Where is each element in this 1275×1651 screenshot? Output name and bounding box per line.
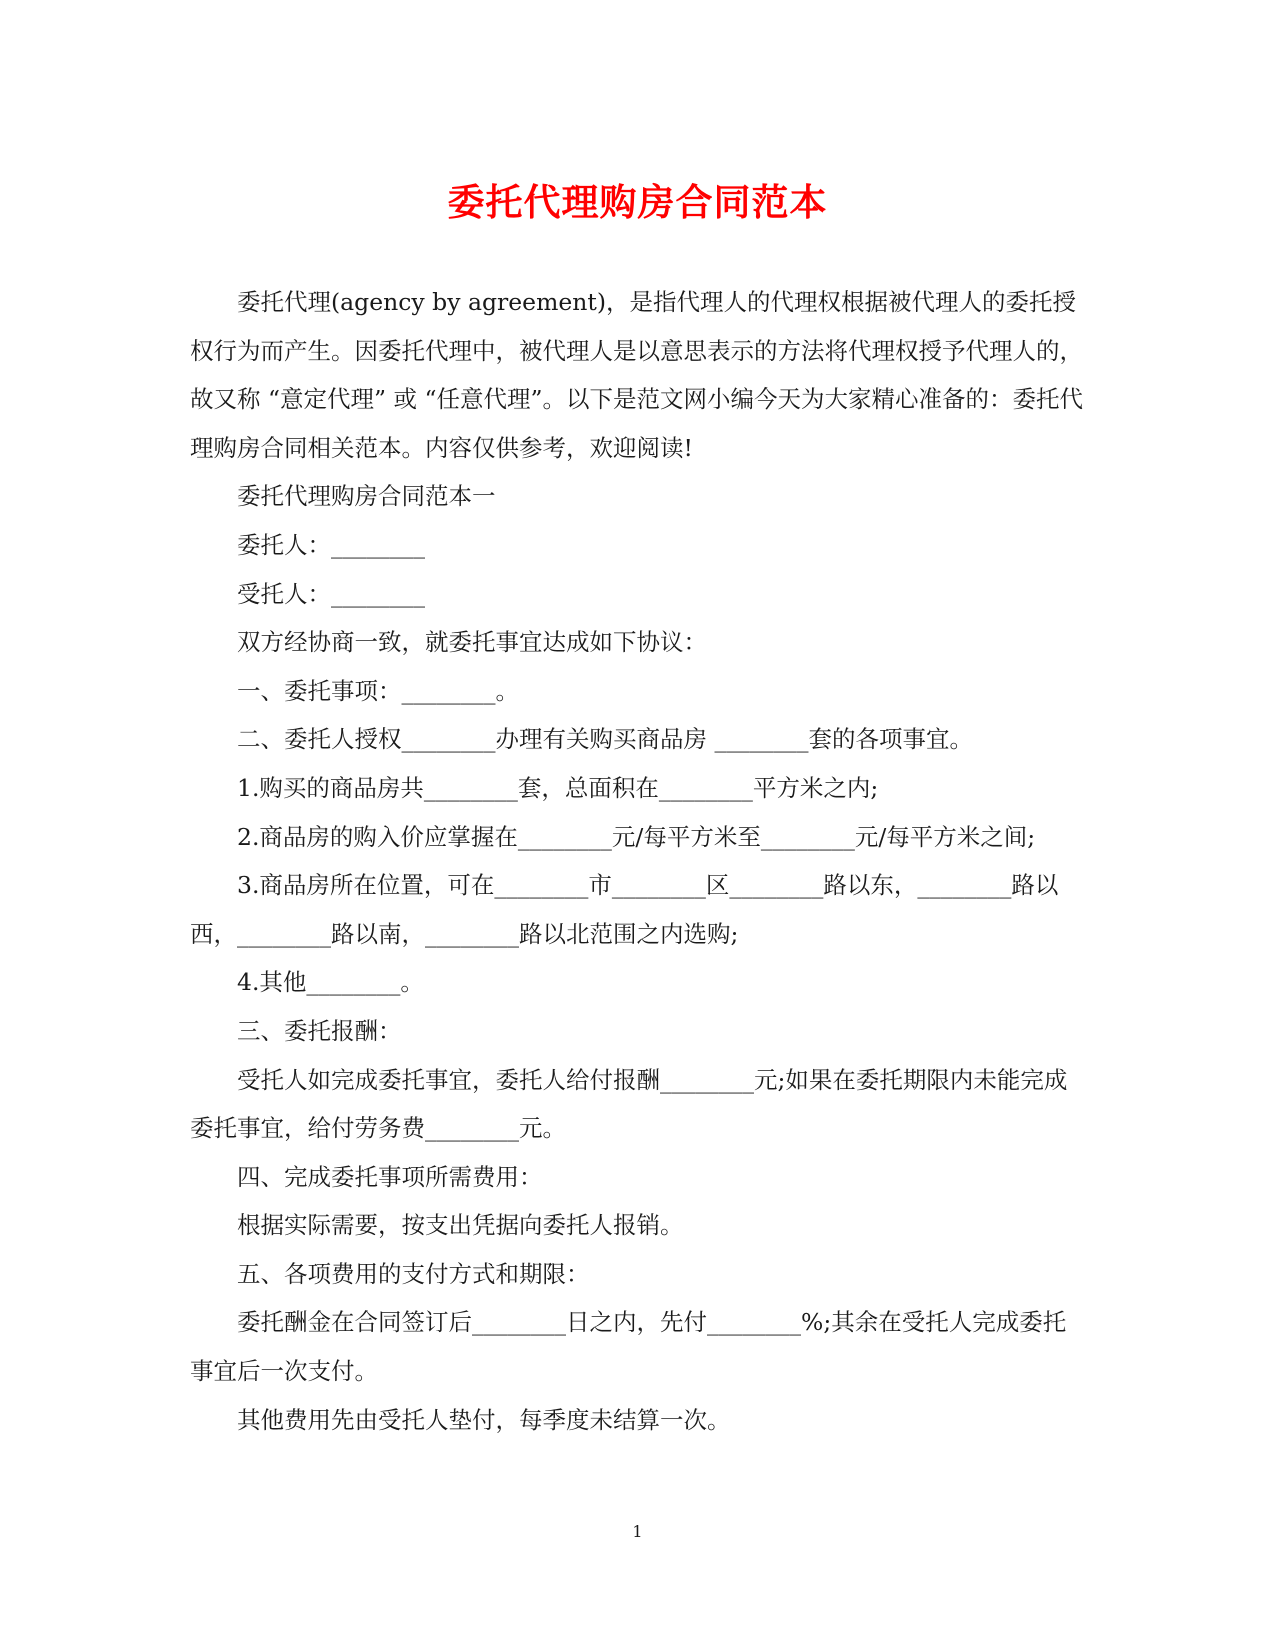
clause-3-body: 受托人如完成委托事宜，委托人给付报酬________元;如果在委托期限内未能完成委托事宜，给付劳务费________元。 [190, 1065, 1068, 1143]
document-body [190, 278, 1086, 1444]
section-heading: 委托代理购房合同范本一 [237, 482, 496, 511]
clause-2-item-1: 1.购买的商品房共________套，总面积在________平方米之内; [237, 773, 879, 802]
clause-5-body-1: 委托酬金在合同签订后________日之内，先付________%;其余在受托人完成委托事宜后一次支付。 [190, 1308, 1067, 1386]
clause-2-item-3: 3.商品房所在位置，可在________市________区________路以东，________路以西，________路以南，________路以北范围之内选购; [190, 871, 1059, 948]
clause-4-body: 根据实际需要，按支出凭据向委托人报销。 [237, 1211, 684, 1240]
intro-paragraph: 委托代理(agency by agreement)，是指代理人的代理权根据被代理人的委托授权行为而产生。因委托代理中，被代理人是以意思表示的方法将代理权授予代理人的，故又称 “意定代理” 或 “任意代理”。以下是范文网小编今天为大家精心准备的：委托代理购房合同相关范本。内容仅供参考，欢迎阅读! [190, 288, 1083, 462]
clause-1: 一、委托事项：________。 [237, 676, 519, 705]
agreement-intro: 双方经协商一致，就委托事宜达成如下协议： [237, 628, 707, 657]
clause-5: 五、各项费用的支付方式和期限： [237, 1259, 590, 1288]
clause-3: 三、委托报酬： [237, 1016, 402, 1045]
clause-2-item-4: 4.其他________。 [237, 968, 424, 997]
document-title: 委托代理购房合同范本 [447, 181, 828, 224]
clause-2: 二、委托人授权________办理有关购买商品房 ________套的各项事宜。 [237, 725, 973, 754]
page-number: 1 [632, 1522, 643, 1541]
clause-2-item-2: 2.商品房的购入价应掌握在________元/每平方米至________元/每平方米之间; [237, 822, 1036, 851]
principal-line: 委托人：________ [237, 530, 425, 559]
agent-line: 受托人：________ [237, 579, 425, 608]
clause-4: 四、完成委托事项所需费用： [237, 1162, 543, 1191]
clause-5-body-2: 其他费用先由受托人垫付，每季度未结算一次。 [237, 1405, 731, 1434]
